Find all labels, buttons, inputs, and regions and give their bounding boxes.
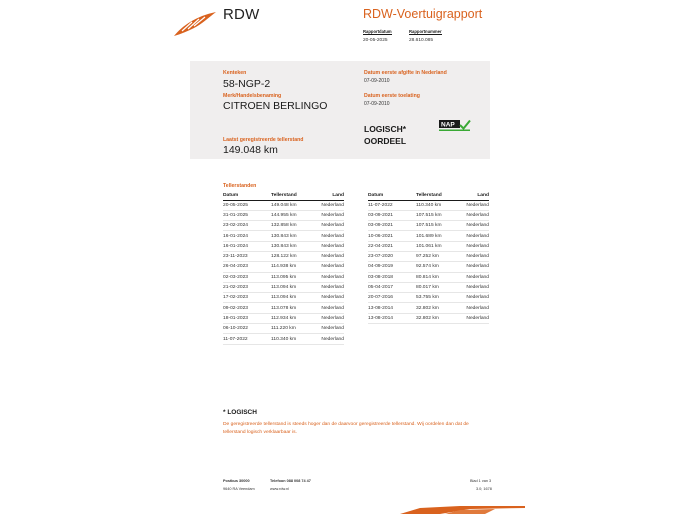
- table-row: [223, 241, 344, 251]
- row-odometer: 113.078 km: [271, 303, 319, 313]
- row-country: Nederland: [319, 272, 344, 282]
- first-registration-nl: 07-09-2010: [364, 78, 390, 84]
- verdict: [364, 123, 406, 147]
- first-admission-label: Datum eerste toelating: [364, 93, 420, 99]
- col-date: Datum: [223, 192, 271, 200]
- row-date: 21-02-2023: [223, 282, 271, 292]
- footer-page: Blad 1 van 3: [470, 479, 492, 483]
- verdict-line-2: OORDEEL: [364, 136, 407, 146]
- footer-city: 9640 RA Veendam: [223, 487, 255, 491]
- table-row: [368, 303, 489, 313]
- table-row: [368, 313, 489, 323]
- footer-web[interactable]: www.rdw.nl: [270, 487, 289, 491]
- row-country: Nederland: [319, 334, 344, 344]
- org-name: RDW: [223, 6, 260, 23]
- row-country: Nederland: [464, 210, 489, 220]
- row-date: 04-09-2019: [368, 262, 416, 272]
- report-title: RDW-Voertuigrapport: [363, 7, 483, 21]
- odometer-table-left: [223, 192, 344, 345]
- table-row: [368, 282, 489, 292]
- nap-check-icon: [439, 119, 471, 132]
- row-date: 05-04-2017: [368, 282, 416, 292]
- table-row: [368, 221, 489, 231]
- table-header-row: [368, 192, 489, 200]
- row-country: Nederland: [464, 241, 489, 251]
- row-country: Nederland: [319, 282, 344, 292]
- table-row: [223, 282, 344, 292]
- row-date: 06-10-2022: [223, 324, 271, 334]
- row-odometer: 32.802 km: [416, 313, 464, 323]
- footer-postbus: Postbus 30000: [223, 479, 250, 483]
- col-country: Land: [464, 192, 489, 200]
- row-odometer: 92.574 km: [416, 262, 464, 272]
- row-date: 31-01-2025: [223, 210, 271, 220]
- row-country: Nederland: [464, 272, 489, 282]
- row-date: 02-03-2023: [223, 272, 271, 282]
- table-row: [368, 241, 489, 251]
- row-country: Nederland: [319, 251, 344, 261]
- row-date: 23-11-2023: [223, 251, 271, 261]
- row-country: Nederland: [464, 313, 489, 323]
- col-odometer: Tellerstand: [416, 192, 464, 200]
- table-row: [223, 303, 344, 313]
- rdw-feather-logo: [172, 10, 218, 38]
- row-country: Nederland: [464, 262, 489, 272]
- row-date: 22-04-2021: [368, 241, 416, 251]
- row-date: 20-05-2025: [223, 200, 271, 210]
- row-country: Nederland: [319, 231, 344, 241]
- report-number-label: Rapportnummer: [409, 29, 442, 34]
- row-country: Nederland: [319, 210, 344, 220]
- table-header-row: [223, 192, 344, 200]
- row-odometer: 132.858 km: [271, 221, 319, 231]
- row-date: 16-01-2024: [223, 241, 271, 251]
- table-row: [368, 293, 489, 303]
- odometer-table-right: [368, 192, 489, 324]
- make: CITROEN BERLINGO: [223, 100, 328, 112]
- row-date: 11-07-2022: [368, 200, 416, 210]
- row-odometer: 128.122 km: [271, 251, 319, 261]
- table-row: [368, 210, 489, 220]
- row-odometer: 101.689 km: [416, 231, 464, 241]
- plate-label: Kenteken: [223, 70, 247, 76]
- row-date: 03-09-2021: [368, 210, 416, 220]
- footnote-title: * LOGISCH: [223, 409, 257, 416]
- table-row: [368, 262, 489, 272]
- row-odometer: 53.755 km: [416, 293, 464, 303]
- odometer-value: 149.048 km: [223, 144, 278, 156]
- row-odometer: 107.515 km: [416, 221, 464, 231]
- row-date: 18-01-2023: [223, 313, 271, 323]
- row-odometer: 101.061 km: [416, 241, 464, 251]
- first-admission: 07-09-2010: [364, 101, 390, 107]
- table-row: [368, 251, 489, 261]
- row-country: Nederland: [319, 221, 344, 231]
- table-row: [223, 334, 344, 344]
- col-country: Land: [319, 192, 344, 200]
- row-date: 03-08-2018: [368, 272, 416, 282]
- row-country: Nederland: [319, 313, 344, 323]
- col-date: Datum: [368, 192, 416, 200]
- row-date: 09-02-2023: [223, 303, 271, 313]
- row-country: Nederland: [319, 262, 344, 272]
- row-odometer: 130.843 km: [271, 231, 319, 241]
- table-row: [223, 221, 344, 231]
- row-country: Nederland: [464, 251, 489, 261]
- row-country: Nederland: [319, 324, 344, 334]
- row-country: Nederland: [319, 200, 344, 210]
- row-date: 23-02-2024: [223, 221, 271, 231]
- verdict-line-1: LOGISCH*: [364, 124, 407, 134]
- first-registration-nl-label: Datum eerste afgifte in Nederland: [364, 70, 447, 76]
- table-row: [223, 293, 344, 303]
- bottom-stripe-decoration: [400, 506, 525, 514]
- row-odometer: 113.094 km: [271, 293, 319, 303]
- row-date: 17-02-2023: [223, 293, 271, 303]
- report-number: 28.610.085: [409, 38, 434, 43]
- table-row: [368, 231, 489, 241]
- plate: 58-NGP-2: [223, 78, 271, 90]
- table-row: [223, 262, 344, 272]
- row-date: 10-06-2021: [368, 231, 416, 241]
- row-country: Nederland: [464, 231, 489, 241]
- report-date: 20-05-2025: [363, 38, 388, 43]
- odometer-label: Laatst geregistreerde tellerstand: [223, 137, 304, 143]
- row-odometer: 114.938 km: [271, 262, 319, 272]
- row-country: Nederland: [319, 293, 344, 303]
- footer-code: 3.0; 1678: [476, 487, 492, 491]
- row-date: 16-01-2024: [223, 231, 271, 241]
- row-odometer: 144.955 km: [271, 210, 319, 220]
- row-date: 03-09-2021: [368, 221, 416, 231]
- row-odometer: 149.048 km: [271, 200, 319, 210]
- table-row: [368, 200, 489, 210]
- row-country: Nederland: [464, 282, 489, 292]
- col-odometer: Tellerstand: [271, 192, 319, 200]
- row-country: Nederland: [464, 200, 489, 210]
- row-country: Nederland: [464, 221, 489, 231]
- footer-phone: Telefoon 088 008 74 47: [270, 479, 311, 483]
- table-row: [223, 231, 344, 241]
- row-odometer: 110.340 km: [416, 200, 464, 210]
- odometer-title: Tellerstanden: [223, 183, 257, 189]
- row-country: Nederland: [319, 241, 344, 251]
- row-odometer: 130.843 km: [271, 241, 319, 251]
- row-date: 20-07-2016: [368, 293, 416, 303]
- row-odometer: 80.017 km: [416, 282, 464, 292]
- row-odometer: 111.220 km: [271, 324, 319, 334]
- row-country: Nederland: [464, 303, 489, 313]
- row-date: 13-08-2014: [368, 313, 416, 323]
- nap-text: NAP: [441, 121, 455, 129]
- table-row: [223, 313, 344, 323]
- table-row: [368, 272, 489, 282]
- table-row: [223, 210, 344, 220]
- row-odometer: 112.934 km: [271, 313, 319, 323]
- row-country: Nederland: [319, 303, 344, 313]
- row-odometer: 32.802 km: [416, 303, 464, 313]
- row-odometer: 80.814 km: [416, 272, 464, 282]
- row-odometer: 110.340 km: [271, 334, 319, 344]
- row-odometer: 97.252 km: [416, 251, 464, 261]
- row-odometer: 113.095 km: [271, 272, 319, 282]
- row-country: Nederland: [464, 293, 489, 303]
- table-row: [223, 200, 344, 210]
- row-date: 26-04-2023: [223, 262, 271, 272]
- row-date: 11-07-2022: [223, 334, 271, 344]
- row-date: 23-07-2020: [368, 251, 416, 261]
- row-date: 13-08-2014: [368, 303, 416, 313]
- table-row: [223, 251, 344, 261]
- row-odometer: 107.515 km: [416, 210, 464, 220]
- table-row: [223, 272, 344, 282]
- report-date-label: Rapportdatum: [363, 29, 392, 34]
- row-odometer: 113.094 km: [271, 282, 319, 292]
- make-label: Merk/Handelsbenaming: [223, 93, 282, 99]
- table-row: [223, 324, 344, 334]
- footnote-text: De geregistreerde tellerstand is steeds hoger dan de daarvoor geregistreerde tellerstand. Wij oordelen dan dat de tellerstand logisch verklaarbaar is.: [223, 422, 469, 435]
